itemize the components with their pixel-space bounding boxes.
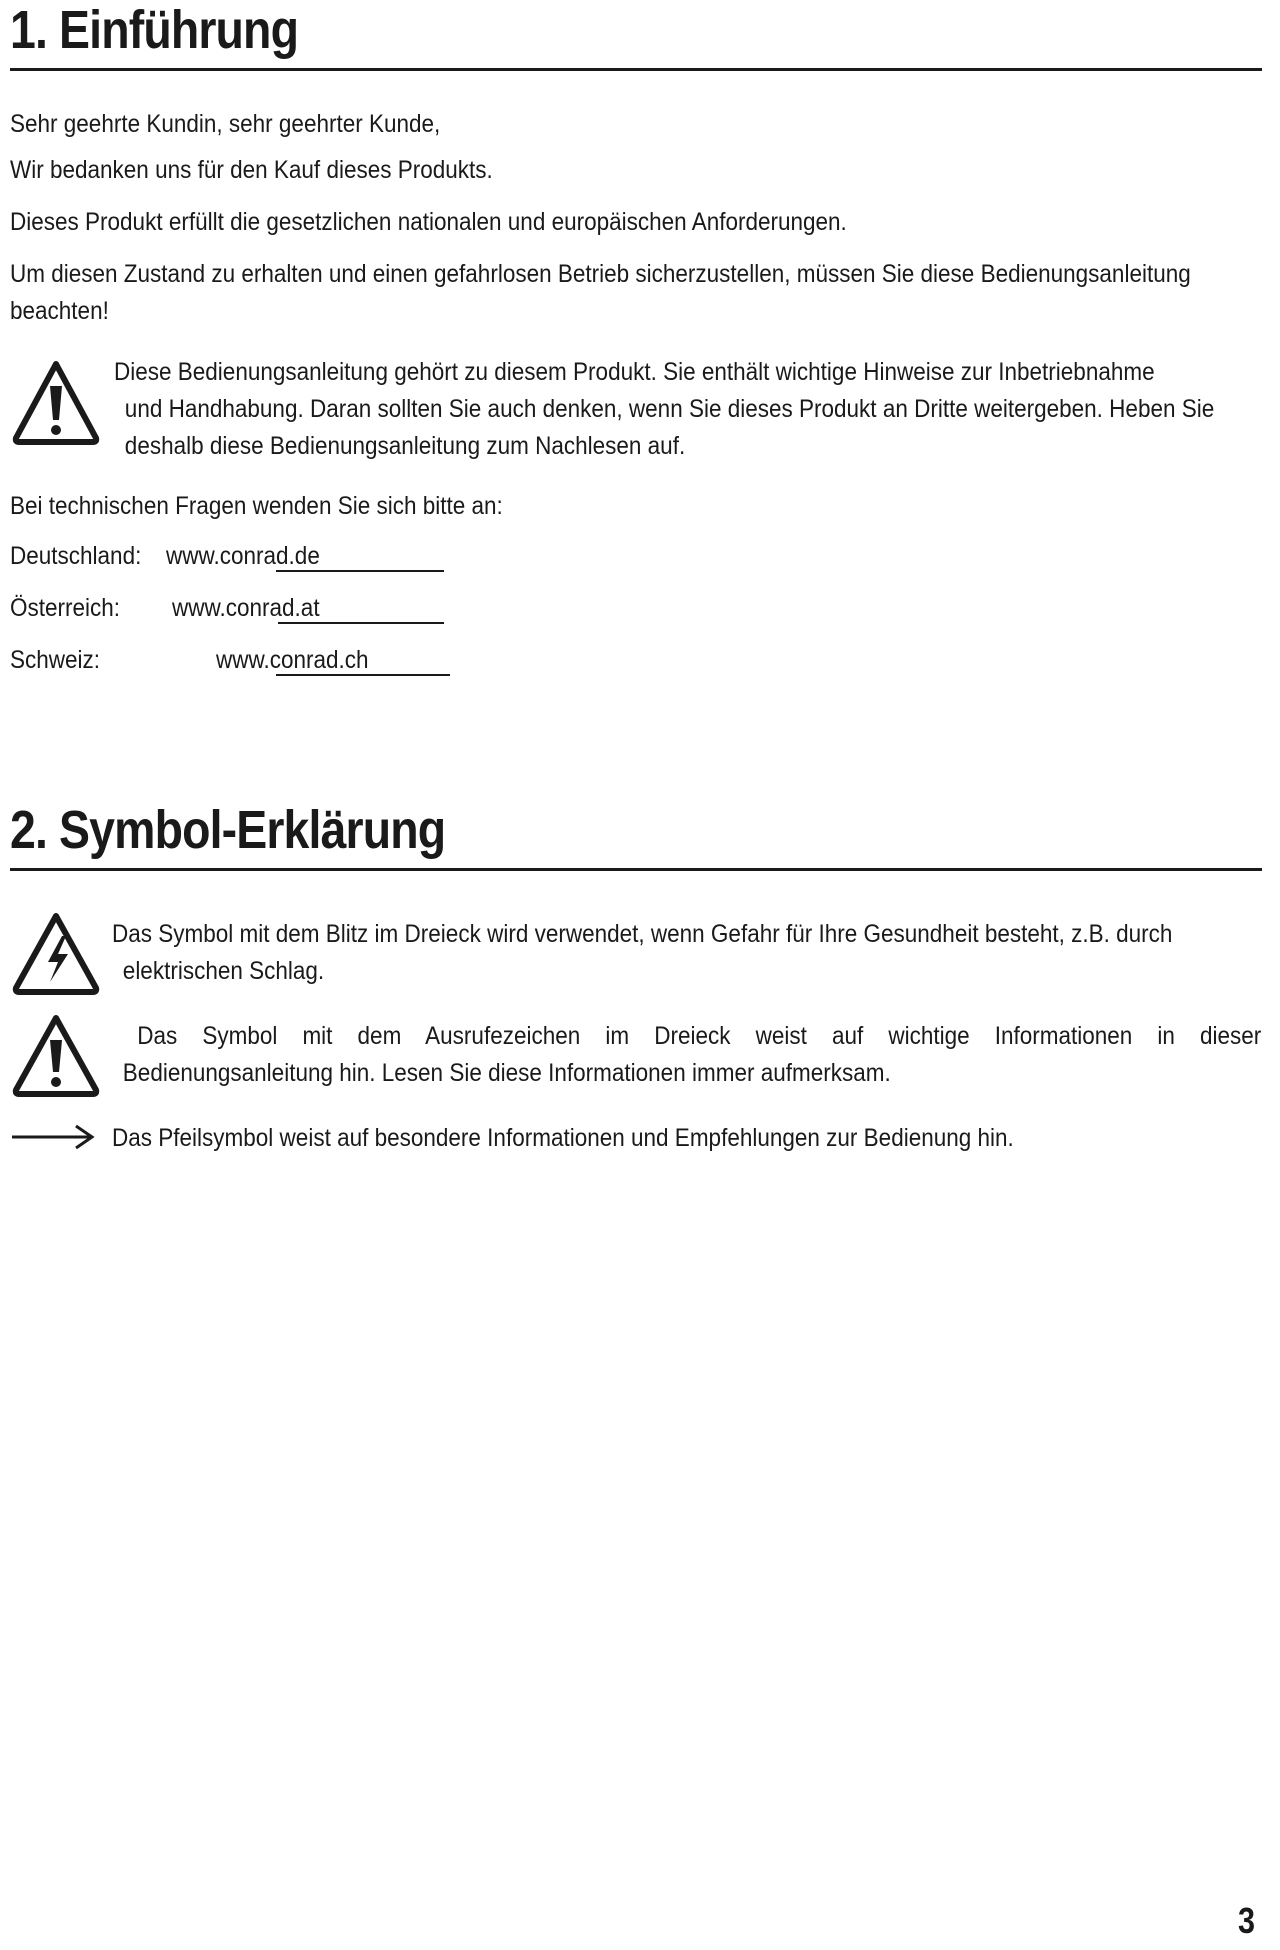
arrow-right-icon xyxy=(10,1122,96,1152)
symbol-lightning-description xyxy=(112,916,1261,990)
warning-exclamation-icon xyxy=(10,1012,102,1098)
thanks-text: Wir bedanken uns für den Kauf dieses Produkts. xyxy=(10,156,493,184)
manual-notice-rest: und Handhabung. Daran sollten Sie auch denken, wenn Sie dieses Produkt an Dritte weitergeben. Heben Sie deshalb diese Bedienungsanleitung zum Nachlesen auf. xyxy=(124,395,1215,460)
instruction-text: Um diesen Zustand zu erhalten und einen gefahrlosen Betrieb sicherzustellen, müssen Sie diese Bedienungsanleitung beachten! xyxy=(10,260,1191,325)
heading-rule xyxy=(10,68,1262,71)
contact-link-switzerland[interactable]: www.conrad.ch xyxy=(216,646,369,674)
symbol-exclamation-description xyxy=(112,1018,1261,1092)
section-heading-symbols: 2. Symbol-Erklärung xyxy=(10,800,446,860)
symbol-lightning-line1: Das Symbol mit dem Blitz im Dreieck wird verwendet, wenn Gefahr für Ihre Gesundheit besteht, z.B. durch xyxy=(112,920,1173,948)
symbol-arrow-description: Das Pfeilsymbol weist auf besondere Informationen und Empfehlungen zur Bedienung hin. xyxy=(112,1124,1014,1152)
page-number: 3 xyxy=(1238,1900,1256,1941)
greeting-text: Sehr geehrte Kundin, sehr geehrter Kunde, xyxy=(10,110,441,138)
contact-intro: Bei technischen Fragen wenden Sie sich bitte an: xyxy=(10,492,503,520)
symbol-exclamation-rest: Bedienungsanleitung hin. Lesen Sie diese Informationen immer aufmerksam. xyxy=(122,1059,891,1087)
contact-underline xyxy=(278,622,444,624)
compliance-text: Dieses Produkt erfüllt die gesetzlichen nationalen und europäischen Anforderungen. xyxy=(10,208,847,236)
symbol-lightning-rest: elektrischen Schlag. xyxy=(122,957,325,985)
warning-lightning-icon xyxy=(10,910,102,996)
symbol-exclamation-line1: Das Symbol mit dem Ausrufezeichen im Dreieck weist auf wichtige Informationen in dieser xyxy=(137,1022,1262,1050)
contact-link-germany[interactable]: www.conrad.de xyxy=(166,542,320,570)
contact-underline xyxy=(276,674,450,676)
contact-underline xyxy=(276,570,444,572)
section-heading-introduction: 1. Einführung xyxy=(10,0,299,60)
contact-country-austria: Österreich: xyxy=(10,594,121,622)
manual-notice xyxy=(114,354,1263,465)
warning-exclamation-icon xyxy=(10,356,102,448)
contact-country-switzerland: Schweiz: xyxy=(10,646,101,674)
heading-rule xyxy=(10,868,1262,871)
contact-country-germany: Deutschland: xyxy=(10,542,142,570)
manual-notice-line1: Diese Bedienungsanleitung gehört zu diesem Produkt. Sie enthält wichtige Hinweise zur Inbetriebnahme xyxy=(114,358,1155,386)
contact-link-austria[interactable]: www.conrad.at xyxy=(172,594,320,622)
